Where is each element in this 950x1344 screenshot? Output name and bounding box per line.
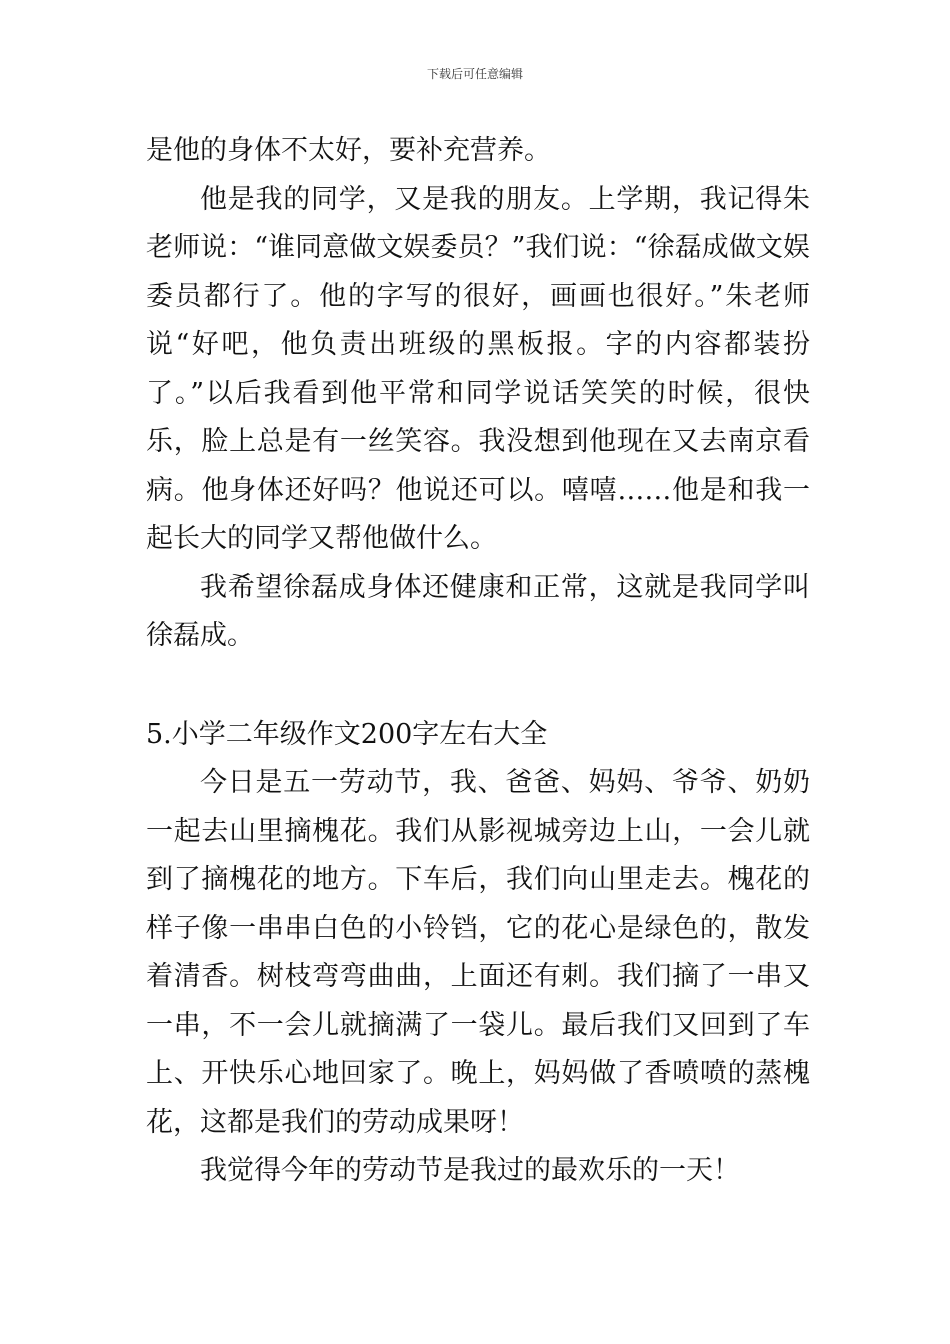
paragraph: 他是我的同学，又是我的朋友。上学期，我记得朱老师说：“谁同意做文娱委员？”我们说：“徐磊成做文娱委员都行了。他的字写的很好，画画也很好。”朱老师说“好吧，他负责出班级的黑板报。字的内容都装扮了。”以后我看到他平常和同学说话笑笑的时候，很快乐，脸上总是有一丝笑容。我没想到他现在又去南京看病。他身体还好吗？他说还可以。嘻嘻……他是和我一起长大的同学又帮他做什么。 (146, 183, 810, 554)
page-header: 下载后可任意编辑 (426, 67, 523, 81)
paragraph: 今日是五一劳动节，我、爸爸、妈妈、爷爷、奶奶一起去山里摘槐花。我们从影视城旁边上山，一会儿就到了摘槐花的地方。下车后，我们向山里走去。槐花的样子像一串串白色的小铃铛，它的花心是绿色的，散发着清香。树枝弯弯曲曲，上面还有刺。我们摘了一串又一串，不一会儿就摘满了一袋儿。最后我们又回到了车上、开快乐心地回家了。晚上，妈妈做了香喷喷的蒸槐花，这都是我们的劳动成果呀！ (146, 767, 810, 1138)
paragraph: 我希望徐磊成身体还健康和正常，这就是我同学叫徐磊成。 (146, 571, 810, 651)
paragraph: 我觉得今年的劳动节是我过的最欢乐的一天！ (200, 1155, 740, 1186)
section-heading: 5.小学二年级作文200字左右大全 (146, 718, 548, 750)
paragraph-continued: 是他的身体不太好，要补充营养。 (146, 135, 551, 166)
document-body (146, 127, 810, 1196)
section-spacer (146, 661, 810, 711)
